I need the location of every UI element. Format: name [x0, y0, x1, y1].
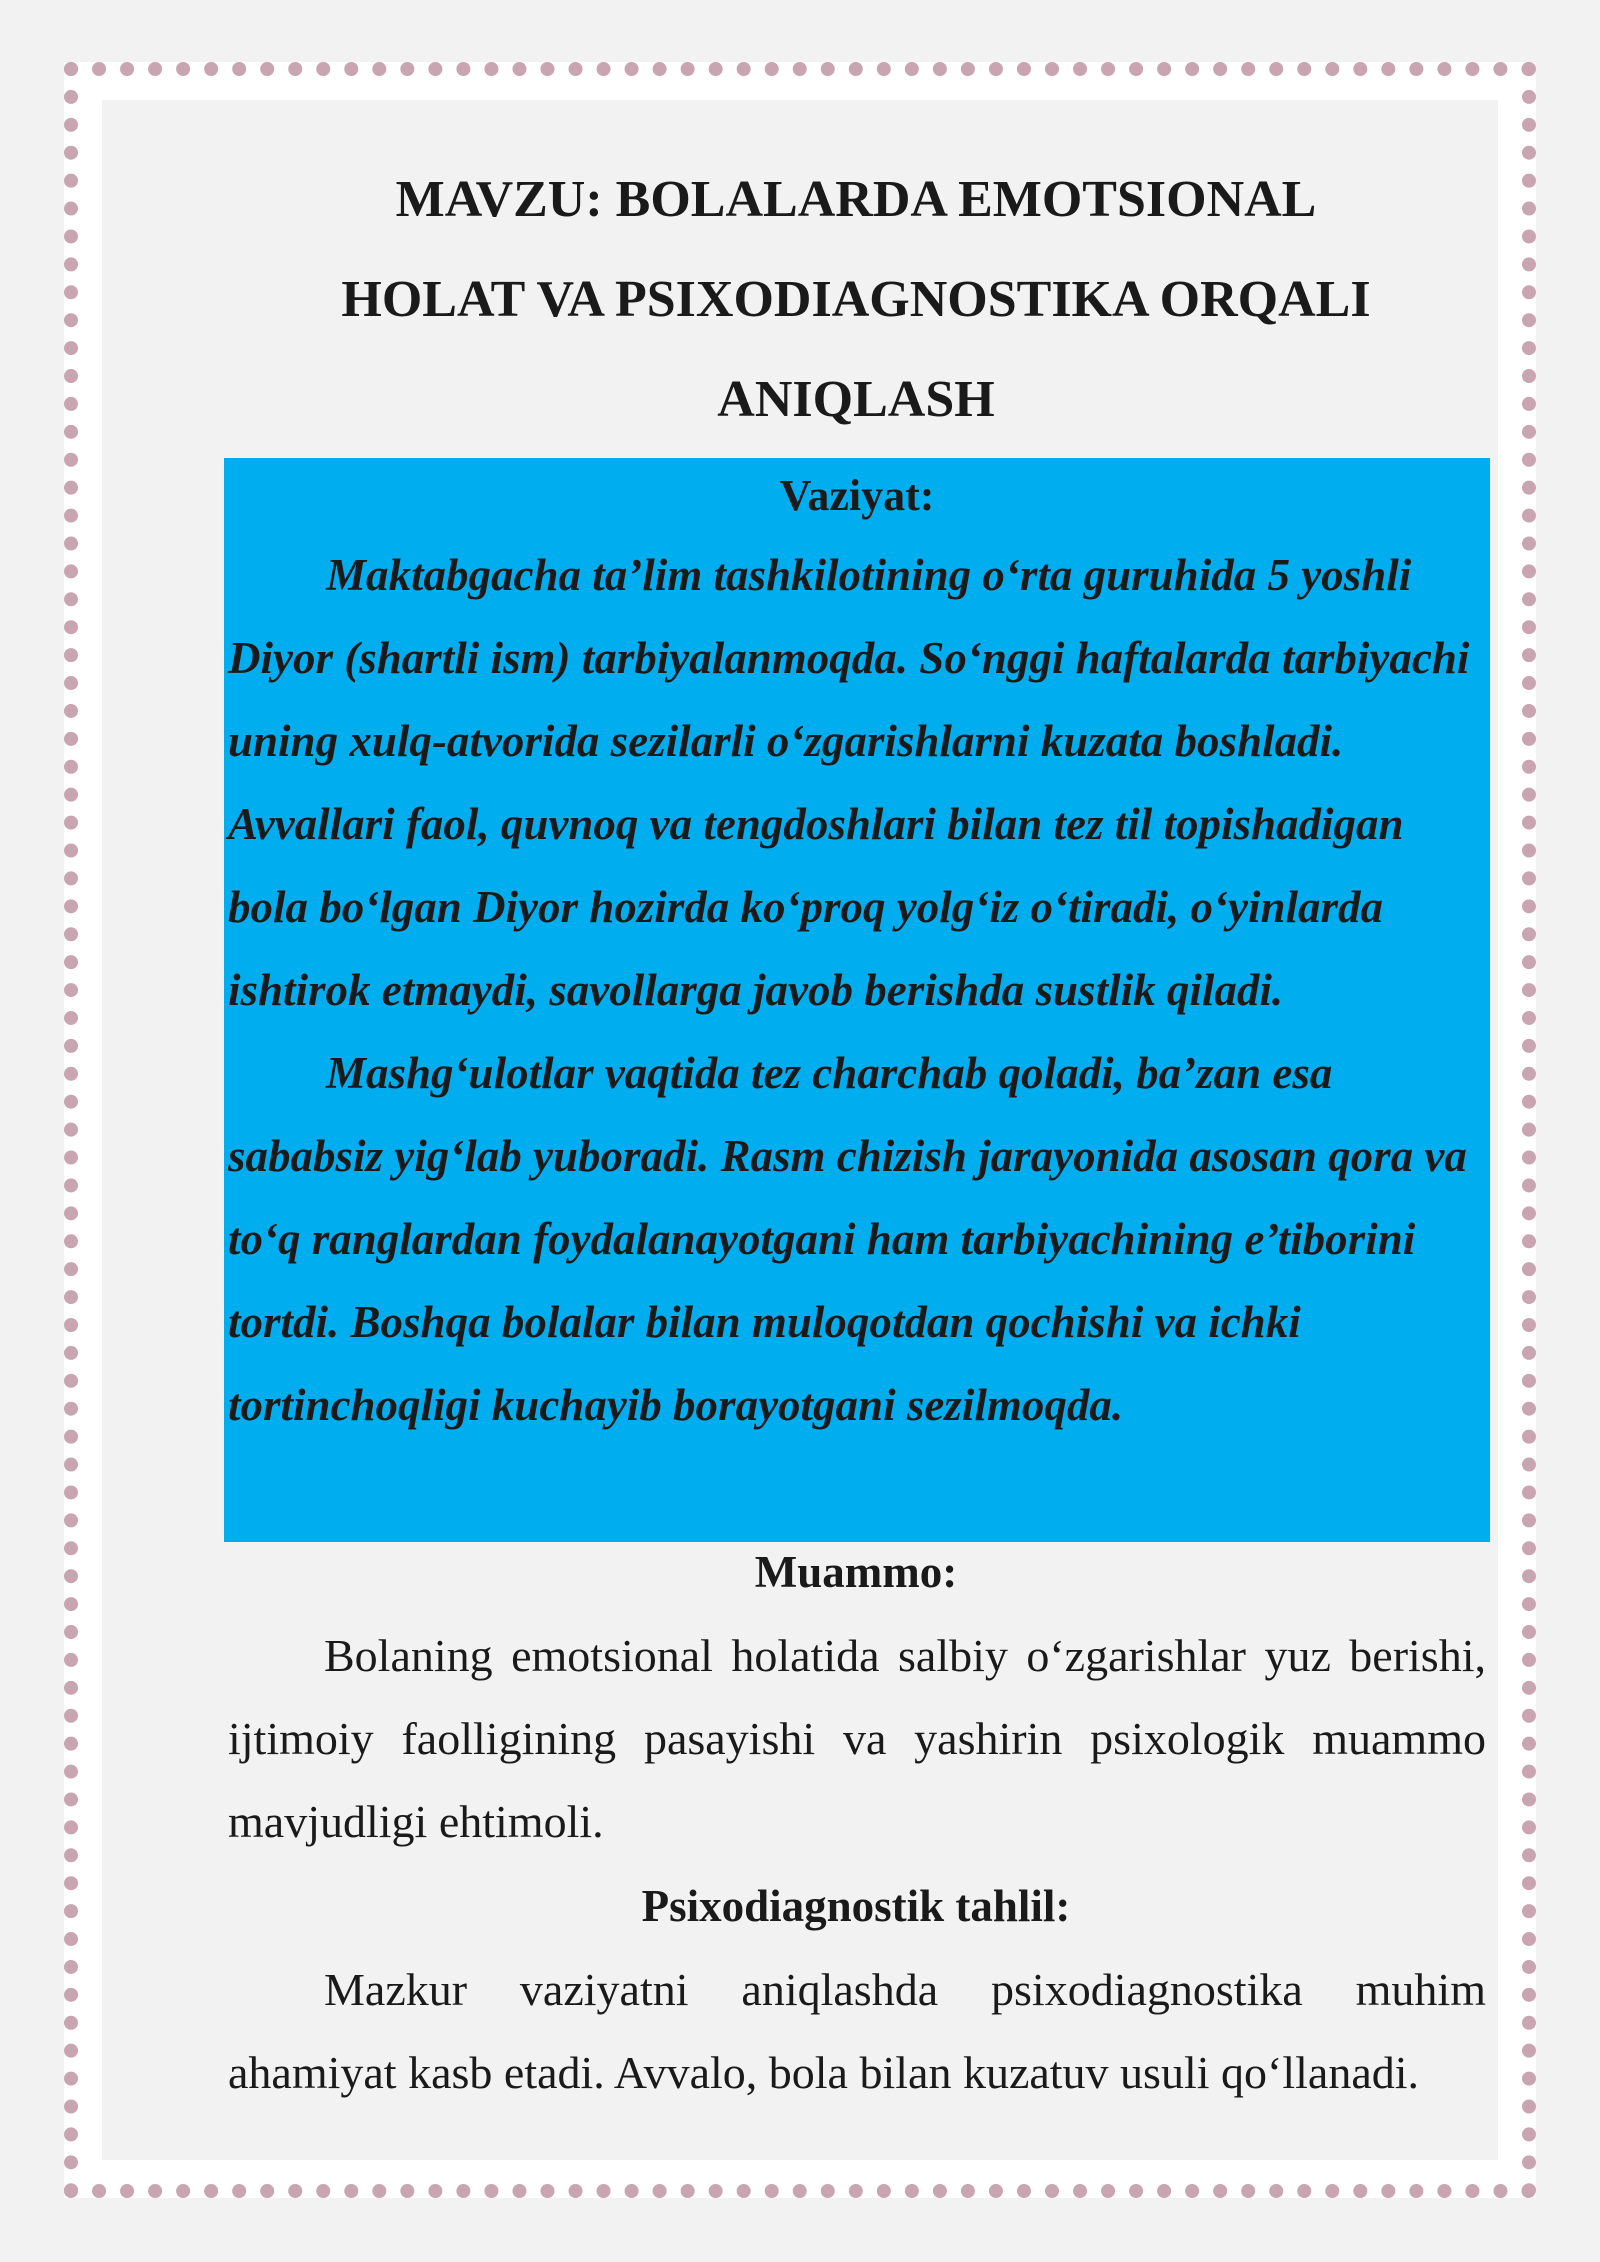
situation-paragraph-1: [228, 534, 1488, 1032]
problem-heading: Muammo:: [754, 1547, 958, 1597]
situation-paragraph-2: [228, 1032, 1488, 1447]
analysis-paragraph: [228, 1948, 1486, 2114]
situation-highlight-box: [224, 458, 1490, 1542]
situation-heading: Vaziyat:: [779, 471, 935, 520]
title-line-3: ANIQLASH: [717, 371, 995, 428]
analysis-heading: Psixodiagnostik tahlil:: [641, 1881, 1071, 1931]
title-line-2: HOLAT VA PSIXODIAGNOSTIKA ORQALI: [341, 271, 1371, 328]
situation-paragraph-1-text: Maktabgacha ta’lim tashkilotining o‘rta guruhida 5 yoshli Diyor (shartli ism) tarbiyalanmoqda. So‘nggi haftalarda tarbiyachi uning xulq-atvorida sezilarli o‘zgarishlarni kuzata boshladi. Avvallari faol, quvnoq va tengdoshlari bilan tez til topishadigan bola bo‘lgan Diyor hozirda ko‘proq yolg‘iz o‘tiradi, o‘yinlarda ishtirok etmaydi, savollarga javob berishda sustlik qiladi.: [228, 550, 1470, 1015]
situation-paragraph-2-text: Mashg‘ulotlar vaqtida tez charchab qoladi, ba’zan esa sababsiz yig‘lab yuboradi. Rasm chizish jarayonida asosan qora va to‘q ranglardan foydalanayotgani ham tarbiyachining e’tiborini tortdi. Boshqa bolalar bilan muloqotdan qochishi va ichki tortinchoqligi kuchayib borayotgani sezilmoqda.: [228, 1048, 1467, 1430]
situation-text: [228, 534, 1488, 1447]
analysis-paragraph-text: Mazkur vaziyatni aniqlashda psixodiagnostika muhim ahamiyat kasb etadi. Avvalo, bola bilan kuzatuv usuli qo‘llanadi.: [228, 1964, 1486, 2098]
problem-paragraph: [228, 1614, 1486, 1863]
document-title: [224, 150, 1488, 450]
problem-paragraph-text: Bolaning emotsional holatida salbiy o‘zgarishlar yuz berishi, ijtimoiy faolligining pasayishi va yashirin psixologik muammo mavjudligi ehtimoli.: [228, 1630, 1486, 1847]
title-line-1: MAVZU: BOLALARDA EMOTSIONAL: [395, 171, 1317, 228]
